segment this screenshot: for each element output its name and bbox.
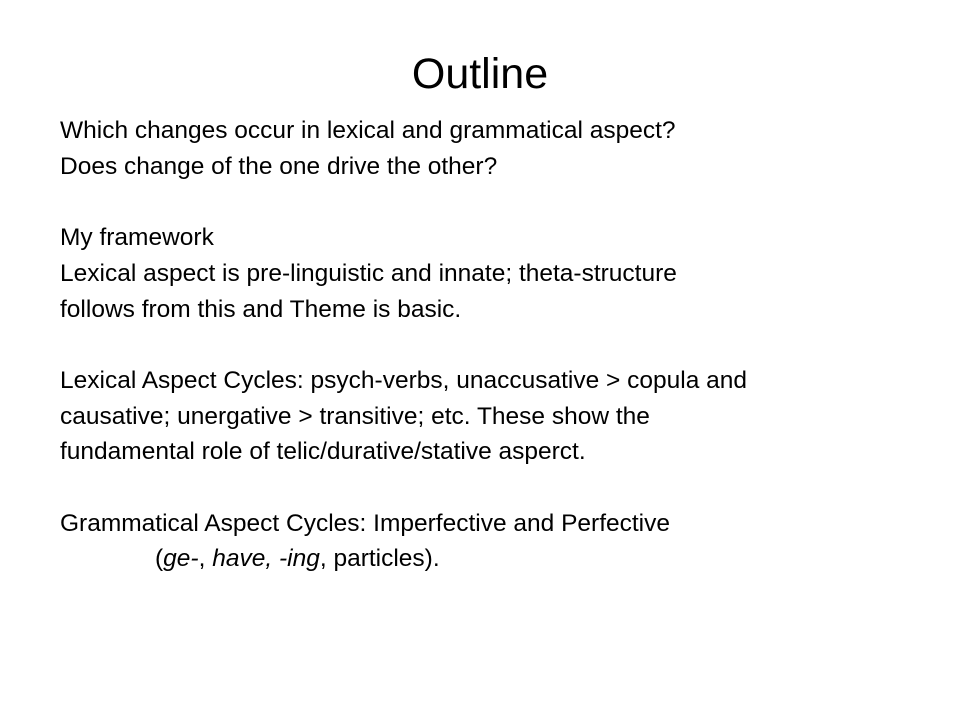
blank-line — [60, 327, 940, 363]
body-line-question-1: Which changes occur in lexical and grammatical aspect? — [60, 117, 676, 144]
blank-line — [60, 470, 940, 506]
example-ge: ge- — [163, 545, 199, 573]
body-line-lexical-cycles-2: causative; unergative > transitive; etc. These show the — [60, 402, 650, 430]
example-ing: -ing — [278, 545, 320, 573]
separator — [272, 545, 279, 572]
body-line-grammatical-examples — [60, 541, 940, 577]
body-line-question-2: Does change of the one drive the other? — [60, 152, 498, 180]
body-line-framework-heading: My framework — [60, 224, 214, 252]
blank-line — [60, 184, 940, 220]
slide-title: Outline — [411, 50, 549, 98]
body-line-framework-1: Lexical aspect is pre-linguistic and innate; theta-structure — [60, 259, 677, 287]
body-line-lexical-cycles-1: Lexical Aspect Cycles: psych-verbs, unaccusative > copula and — [60, 366, 748, 394]
body-line-lexical-cycles-3: fundamental role of telic/durative/stative asperct. — [60, 438, 586, 466]
body-line-grammatical-cycles: Grammatical Aspect Cycles: Imperfective and Perfective — [60, 509, 670, 537]
slide-body — [60, 113, 940, 577]
example-have: have, — [212, 545, 273, 573]
body-line-framework-2: follows from this and Theme is basic. — [60, 295, 462, 323]
example-rest: , particles). — [319, 545, 440, 573]
separator: , — [198, 545, 213, 573]
open-paren: ( — [155, 545, 164, 573]
